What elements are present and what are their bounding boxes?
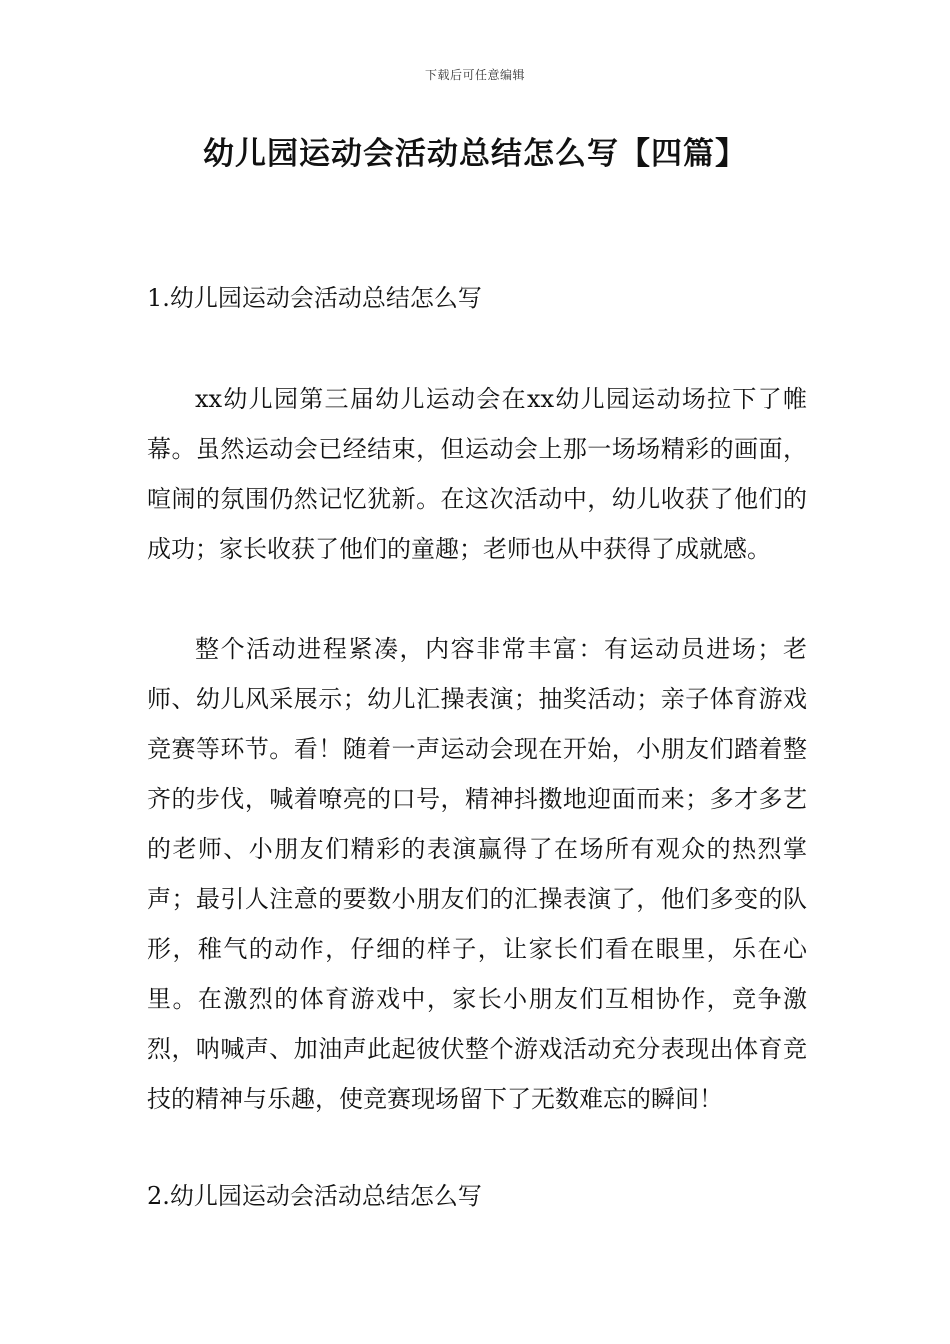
section-heading-1: 1.幼儿园运动会活动总结怎么写 <box>147 284 482 312</box>
paragraph-1: xx幼儿园第三届幼儿运动会在xx幼儿园运动场拉下了帷幕。虽然运动会已经结束，但运动会上那一场场精彩的画面，喧闹的氛围仍然记忆犹新。在这次活动中，幼儿收获了他们的成功；家长收获了他们的童趣；老师也从中获得了成就感。 <box>147 385 807 563</box>
header-note: 下载后可任意编辑 <box>424 68 525 82</box>
paragraph-2: 整个活动进程紧凑，内容非常丰富：有运动员进场；老师、幼儿风采展示；幼儿汇操表演；抽奖活动；亲子体育游戏竞赛等环节。看！随着一声运动会现在开始，小朋友们踏着整齐的步伐，喊着嘹亮的口号，精神抖擞地迎面而来；多才多艺的老师、小朋友们精彩的表演赢得了在场所有观众的热烈掌声；最引人注意的要数小朋友们的汇操表演了，他们多变的队形，稚气的动作，仔细的样子，让家长们看在眼里，乐在心里。在激烈的体育游戏中，家长小朋友们互相协作，竞争激烈，呐喊声、加油声此起彼伏整个游戏活动充分表现出体育竞技的精神与乐趣，使竞赛现场留下了无数难忘的瞬间！ <box>147 635 807 1113</box>
document-title: 幼儿园运动会活动总结怎么写【四篇】 <box>203 136 747 172</box>
section-heading-2: 2.幼儿园运动会活动总结怎么写 <box>147 1182 482 1210</box>
